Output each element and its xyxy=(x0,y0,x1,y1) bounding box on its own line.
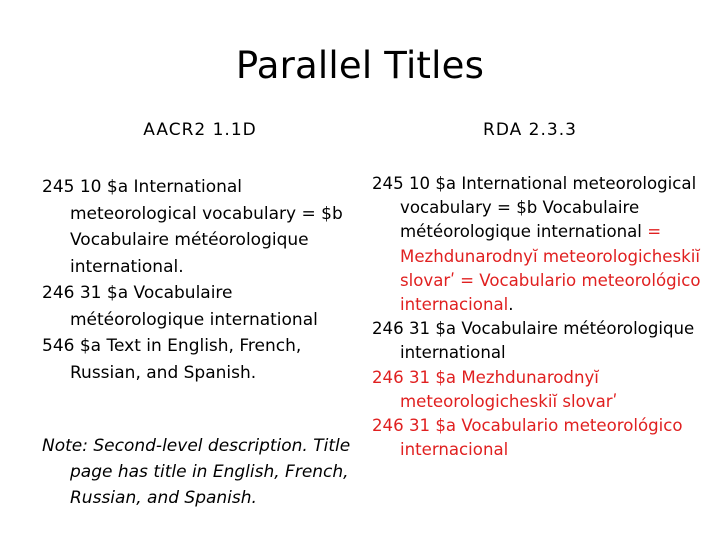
rda-entry-245-parallel: = Mezhdunarodnyĭ meteorologicheskiĭ slovarʹ = Vocabulario meteorológico internacional xyxy=(400,222,701,315)
aacr2-entries xyxy=(42,174,362,386)
aacr2-entry-245: 245 10 $a International meteorological vocabulary = $b Vocabulaire météorologique international. xyxy=(42,177,343,277)
rda-entry-246-russian xyxy=(372,366,702,414)
aacr2-entry-246: 246 31 $a Vocabulaire météorologique international xyxy=(42,283,318,330)
rda-heading: RDA 2.3.3 xyxy=(483,120,577,140)
rda-entries xyxy=(372,172,702,462)
rda-entry-245-tail: . xyxy=(508,295,514,315)
aacr2-note-text: Note: Second-level description. Title page has title in English, French, Russian, and Spanish. xyxy=(42,436,351,508)
rda-entry-246-french-text: 246 31 $a Vocabulaire météorologique international xyxy=(372,319,695,363)
rda-entry-246-french xyxy=(372,317,702,365)
aacr2-note xyxy=(42,433,362,511)
aacr2-entry-546: 546 $a Text in English, French, Russian, and Spanish. xyxy=(42,336,302,383)
slide-title: Parallel Titles xyxy=(235,44,485,87)
rda-entry-246-russian-text: 246 31 $a Mezhdunarodnyĭ meteorologicheskiĭ slovarʹ xyxy=(372,367,618,411)
aacr2-heading: AACR2 1.1D xyxy=(143,120,257,140)
rda-entry-246-spanish-redpart: 246 31 $a Vocabulario meteorológico internacional xyxy=(372,416,683,460)
rda-entry-246-spanish xyxy=(372,414,702,462)
rda-entry-245 xyxy=(372,172,702,317)
rda-entry-245-main: 245 10 $a International meteorological vocabulary = $b Vocabulaire météorologique international xyxy=(372,174,697,242)
